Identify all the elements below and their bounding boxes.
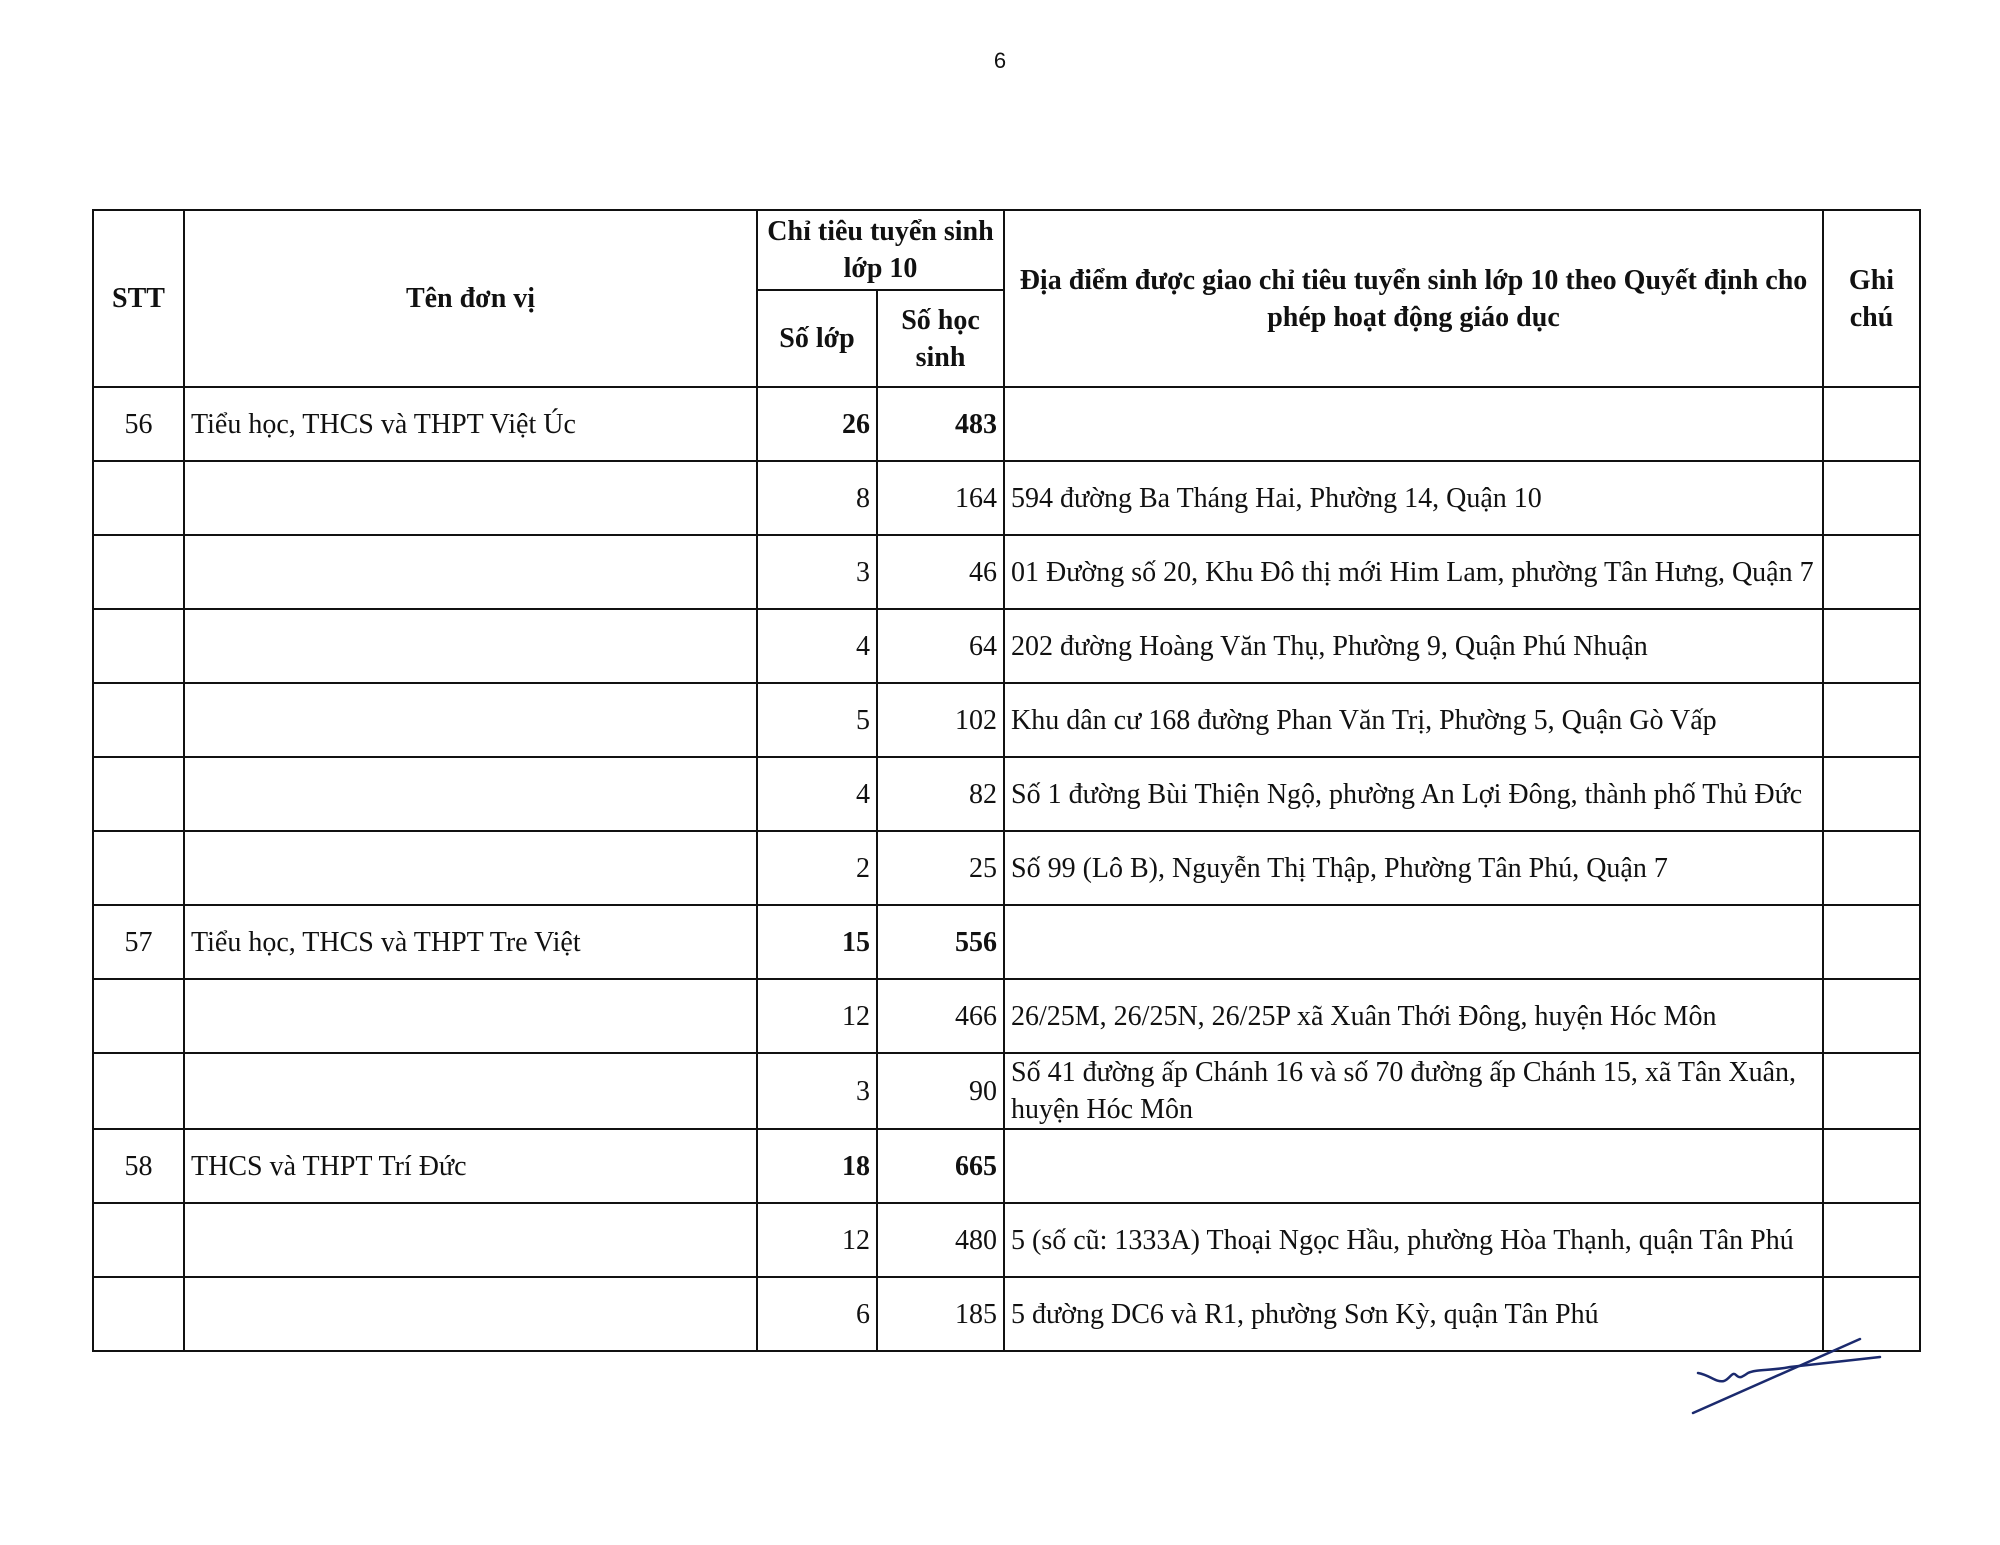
- cell-stt: [93, 1203, 184, 1277]
- header-location: Địa điểm được giao chỉ tiêu tuyển sinh lớp 10 theo Quyết định cho phép hoạt động giáo dục: [1004, 210, 1823, 387]
- cell-stt: 57: [93, 905, 184, 979]
- cell-unit-name: Tiểu học, THCS và THPT Việt Úc: [184, 387, 757, 461]
- cell-unit-name: [184, 1203, 757, 1277]
- cell-class-count: 5: [757, 683, 877, 757]
- cell-student-count: 64: [877, 609, 1004, 683]
- cell-location: Khu dân cư 168 đường Phan Văn Trị, Phường 5, Quận Gò Vấp: [1004, 683, 1823, 757]
- cell-location: 5 đường DC6 và R1, phường Sơn Kỳ, quận Tân Phú: [1004, 1277, 1823, 1351]
- table-body: [93, 387, 1920, 1351]
- cell-student-count: 82: [877, 757, 1004, 831]
- cell-note: [1823, 1053, 1920, 1129]
- cell-stt: [93, 831, 184, 905]
- cell-student-count: 90: [877, 1053, 1004, 1129]
- cell-note: [1823, 1203, 1920, 1277]
- cell-student-count: 46: [877, 535, 1004, 609]
- cell-location: 5 (số cũ: 1333A) Thoại Ngọc Hầu, phường Hòa Thạnh, quận Tân Phú: [1004, 1203, 1823, 1277]
- cell-unit-name: Tiểu học, THCS và THPT Tre Việt: [184, 905, 757, 979]
- cell-class-count: 8: [757, 461, 877, 535]
- cell-stt: 58: [93, 1129, 184, 1203]
- table-row: [93, 757, 1920, 831]
- cell-class-count: 18: [757, 1129, 877, 1203]
- table-row: [93, 1129, 1920, 1203]
- cell-stt: [93, 461, 184, 535]
- cell-unit-name: [184, 535, 757, 609]
- cell-student-count: 185: [877, 1277, 1004, 1351]
- cell-class-count: 2: [757, 831, 877, 905]
- cell-location: 594 đường Ba Tháng Hai, Phường 14, Quận 10: [1004, 461, 1823, 535]
- cell-class-count: 26: [757, 387, 877, 461]
- cell-note: [1823, 387, 1920, 461]
- header-class-count: Số lớp: [757, 290, 877, 387]
- table-row: [93, 1203, 1920, 1277]
- cell-student-count: 483: [877, 387, 1004, 461]
- cell-location: [1004, 1129, 1823, 1203]
- cell-class-count: 12: [757, 1203, 877, 1277]
- cell-note: [1823, 535, 1920, 609]
- cell-stt: [93, 535, 184, 609]
- cell-note: [1823, 461, 1920, 535]
- table-row: [93, 387, 1920, 461]
- cell-stt: [93, 757, 184, 831]
- cell-location: 01 Đường số 20, Khu Đô thị mới Him Lam, phường Tân Hưng, Quận 7: [1004, 535, 1823, 609]
- cell-unit-name: [184, 831, 757, 905]
- cell-class-count: 3: [757, 1053, 877, 1129]
- cell-note: [1823, 979, 1920, 1053]
- cell-location: Số 1 đường Bùi Thiện Ngộ, phường An Lợi Đông, thành phố Thủ Đức: [1004, 757, 1823, 831]
- table-row: [93, 461, 1920, 535]
- cell-stt: [93, 1053, 184, 1129]
- cell-location: Số 41 đường ấp Chánh 16 và số 70 đường ấp Chánh 15, xã Tân Xuân, huyện Hóc Môn: [1004, 1053, 1823, 1129]
- cell-location: Số 99 (Lô B), Nguyễn Thị Thập, Phường Tân Phú, Quận 7: [1004, 831, 1823, 905]
- cell-unit-name: [184, 461, 757, 535]
- cell-stt: [93, 1277, 184, 1351]
- cell-location: [1004, 387, 1823, 461]
- cell-student-count: 466: [877, 979, 1004, 1053]
- table-row: [93, 609, 1920, 683]
- table-row: [93, 535, 1920, 609]
- table-row: [93, 683, 1920, 757]
- table-row: [93, 979, 1920, 1053]
- cell-note: [1823, 683, 1920, 757]
- header-row: [93, 210, 1920, 290]
- cell-note: [1823, 609, 1920, 683]
- cell-student-count: 480: [877, 1203, 1004, 1277]
- header-quota: Chỉ tiêu tuyển sinh lớp 10: [757, 210, 1004, 290]
- cell-unit-name: [184, 683, 757, 757]
- cell-note: [1823, 1129, 1920, 1203]
- cell-location: [1004, 905, 1823, 979]
- page-number: 6: [993, 48, 1007, 73]
- cell-unit-name: [184, 1277, 757, 1351]
- header-student-count: Số học sinh: [877, 290, 1004, 387]
- cell-note: [1823, 757, 1920, 831]
- cell-student-count: 102: [877, 683, 1004, 757]
- table-row: [93, 831, 1920, 905]
- table-row: [93, 1277, 1920, 1351]
- cell-stt: 56: [93, 387, 184, 461]
- cell-note: [1823, 905, 1920, 979]
- cell-unit-name: [184, 757, 757, 831]
- cell-class-count: 4: [757, 609, 877, 683]
- table-row: [93, 1053, 1920, 1129]
- cell-class-count: 12: [757, 979, 877, 1053]
- cell-unit-name: [184, 609, 757, 683]
- cell-class-count: 4: [757, 757, 877, 831]
- cell-student-count: 25: [877, 831, 1004, 905]
- cell-class-count: 6: [757, 1277, 877, 1351]
- cell-stt: [93, 683, 184, 757]
- table-row: [93, 905, 1920, 979]
- cell-student-count: 556: [877, 905, 1004, 979]
- header-note: Ghi chú: [1823, 210, 1920, 387]
- header-unit-name: Tên đơn vị: [184, 210, 757, 387]
- cell-student-count: 665: [877, 1129, 1004, 1203]
- header-stt: STT: [93, 210, 184, 387]
- cell-location: 202 đường Hoàng Văn Thụ, Phường 9, Quận Phú Nhuận: [1004, 609, 1823, 683]
- cell-unit-name: [184, 1053, 757, 1129]
- cell-stt: [93, 979, 184, 1053]
- cell-note: [1823, 831, 1920, 905]
- cell-location: 26/25M, 26/25N, 26/25P xã Xuân Thới Đông, huyện Hóc Môn: [1004, 979, 1823, 1053]
- cell-stt: [93, 609, 184, 683]
- cell-class-count: 15: [757, 905, 877, 979]
- enrollment-quota-table: [92, 209, 1921, 1352]
- cell-unit-name: [184, 979, 757, 1053]
- signature: [1690, 1335, 1890, 1415]
- cell-unit-name: THCS và THPT Trí Đức: [184, 1129, 757, 1203]
- cell-class-count: 3: [757, 535, 877, 609]
- cell-student-count: 164: [877, 461, 1004, 535]
